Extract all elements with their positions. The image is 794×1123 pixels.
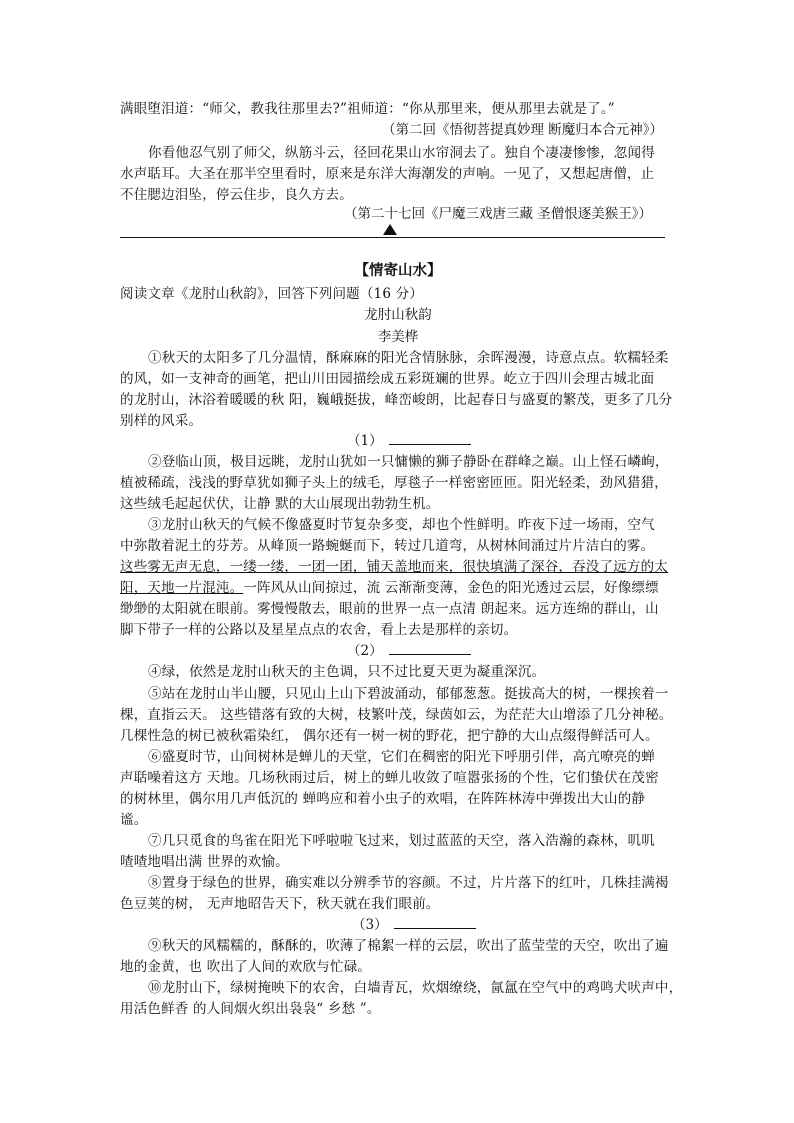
article-author: 李美桦	[377, 329, 419, 345]
question-blank	[347, 430, 471, 452]
paragraph-line: ③龙肘山秋天的气候不像盛夏时节复杂多变，却也个性鲜明。昨夜下过一场雨，空气	[148, 517, 655, 533]
paragraph-line: 用活色鲜香 的人间烟火织出袅袅“ 乡愁 ”。	[120, 1001, 381, 1017]
question-number: （1）	[347, 433, 383, 449]
section-divider	[120, 237, 665, 238]
section-title: 【情寄山水】	[354, 262, 442, 279]
paragraph-line: ②登临山顶，极目远眺，龙肘山犹如一只慵懒的狮子静卧在群峰之巅。山上怪石嶙峋，	[148, 454, 669, 470]
text-line: 水声聒耳。大圣在那半空里看时，原来是东洋大海潮发的声响。一见了，又想起唐僧，止	[120, 166, 655, 182]
paragraph-line: 几棵性急的树已被秋霜染红， 偶尔还有一树一树的野花，把宁静的大山点缀得鲜活可人。	[120, 728, 659, 744]
paragraph-line: 的树林里，偶尔用几声低沉的 蝉鸣应和着小虫子的欢唱，在阵阵林涛中弹拨出大山的静	[120, 791, 646, 807]
question-blank	[352, 914, 476, 936]
paragraph-line: ⑤站在龙肘山半山腰，只见山上山下碧波涌动，郁郁葱葱。挺拔高大的树，一棵挨着一	[148, 686, 669, 702]
instruction: 阅读文章《龙肘山秋韵》，回答下列问题（16 分）	[120, 286, 424, 302]
paragraph-line: 地的金黄，也 吹出了人间的欢欣与忙碌。	[120, 959, 372, 975]
paragraph-line	[120, 556, 676, 578]
paragraph-line: ⑩龙肘山下，绿树掩映下的农舍，白墙青瓦，炊烟缭绕，氤氲在空气中的鸡鸣犬吠声中，	[148, 980, 683, 996]
answer-blank	[389, 430, 471, 445]
paragraph-line: 别样的风采。	[120, 413, 203, 429]
text-line: 不住腮边泪坠，停云住步，良久方去。	[120, 187, 353, 203]
paragraph-line: 植被稀疏，浅浅的野草犹如狮子头上的绒毛，厚毯子一样密密匝匝。阳光轻柔，劲风猎猎，	[120, 475, 668, 491]
paragraph-line	[120, 577, 676, 599]
question-number: （2）	[347, 643, 383, 659]
paragraph-line: ④绿，依然是龙肘山秋天的主色调，只不过比夏天更为凝重深沉。	[148, 664, 546, 680]
question-number: （3）	[352, 917, 388, 933]
paragraph-line: 的风，如一支神奇的画笔，把山川田园描绘成五彩斑斓的世界。屹立于四川会理古城北面	[120, 371, 655, 387]
paragraph-line: 声聒噪着这方 天地。几场秋雨过后，树上的蝉儿收敛了喧嚣张扬的个性，它们蛰伏在茂密	[120, 770, 659, 786]
paragraph-line: 色豆荚的树， 无声地昭告天下，秋天就在我们眼前。	[120, 896, 440, 912]
underlined-sentence: 阳，天地一片混沌。	[120, 580, 244, 596]
paragraph-line: 谧。	[120, 812, 148, 828]
article-title: 龙肘山秋韵	[364, 307, 432, 323]
paragraph-line: ⑧置身于绿色的世界，确实难以分辨季节的容颜。不过，片片落下的红叶，几株挂满褐	[148, 875, 669, 891]
paragraph-line: ⑥盛夏时节，山间树林是蝉儿的天堂，它们在稠密的阳光下呼朋引伴，高亢嘹亮的蝉	[148, 749, 655, 765]
paragraph-line: 的龙肘山，沐浴着暖暖的秋 阳，巍峨挺拔，峰峦峻朗，比起春日与盛夏的繁茂，更多了几分	[120, 392, 673, 408]
paragraph-line: 喳喳地唱出满 世界的欢愉。	[120, 854, 289, 870]
paragraph-line: 中弥散着泥土的芬芳。从峰顶一路蜿蜒而下，转过几道弯，从树林间涌过片片洁白的雾。	[120, 538, 655, 554]
source-citation: （第二回《悟彻菩提真妙理 断魔归本合元神》）	[382, 122, 664, 138]
triangle-marker-icon	[383, 224, 397, 235]
paragraph-line: 缈缈的太阳就在眼前。雾慢慢散去，眼前的世界一点一点清 朗起来。远方连绵的群山，山	[120, 601, 659, 617]
answer-blank	[389, 640, 471, 655]
paragraph-line: 这些绒毛起起伏伏，让静 默的大山展现出勃勃生机。	[120, 496, 440, 512]
paragraph-line: 棵，直指云天。 这些错落有致的大树，枝繁叶茂，绿茵如云，为茫茫大山增添了几分神秘。	[120, 707, 673, 723]
paragraph-line: ①秋天的太阳多了几分温情，酥麻麻的阳光含情脉脉，余晖漫漫，诗意点点。软糯轻柔	[148, 350, 669, 366]
source-citation: （第二十七回《尸魔三戏唐三藏 圣僧恨逐美猴王》）	[344, 206, 653, 222]
sentence: 一阵风从山间掠过，流 云渐渐变薄，金色的阳光透过云层，好像缥缥	[243, 580, 659, 596]
paragraph-line: ⑦几只觅食的鸟雀在阳光下呼啦啦飞过来，划过蓝蓝的天空，落入浩瀚的森林，叽叽	[148, 833, 655, 849]
text-line: 满眼堕泪道：“师父，教我往那里去?”祖师道：“你从那里来，便从那里去就是了。”	[120, 101, 615, 117]
underlined-sentence: 这些雾无声无息，一缕一缕，一团一团，铺天盖地而来，很快填满了深谷，吞没了远方的太	[120, 559, 668, 575]
question-blank	[347, 640, 471, 662]
answer-blank	[394, 914, 476, 929]
paragraph-line: ⑨秋天的风糯糯的，酥酥的，吹薄了棉絮一样的云层，吹出了蓝莹莹的天空，吹出了遍	[148, 938, 669, 954]
text-line: 你看他忍气别了师父，纵筋斗云，径回花果山水帘洞去了。独自个凄凄惨惨，忽闻得	[148, 145, 655, 161]
paragraph-line: 脚下带子一样的公路以及星星点点的农舍，看上去是那样的亲切。	[120, 622, 518, 638]
